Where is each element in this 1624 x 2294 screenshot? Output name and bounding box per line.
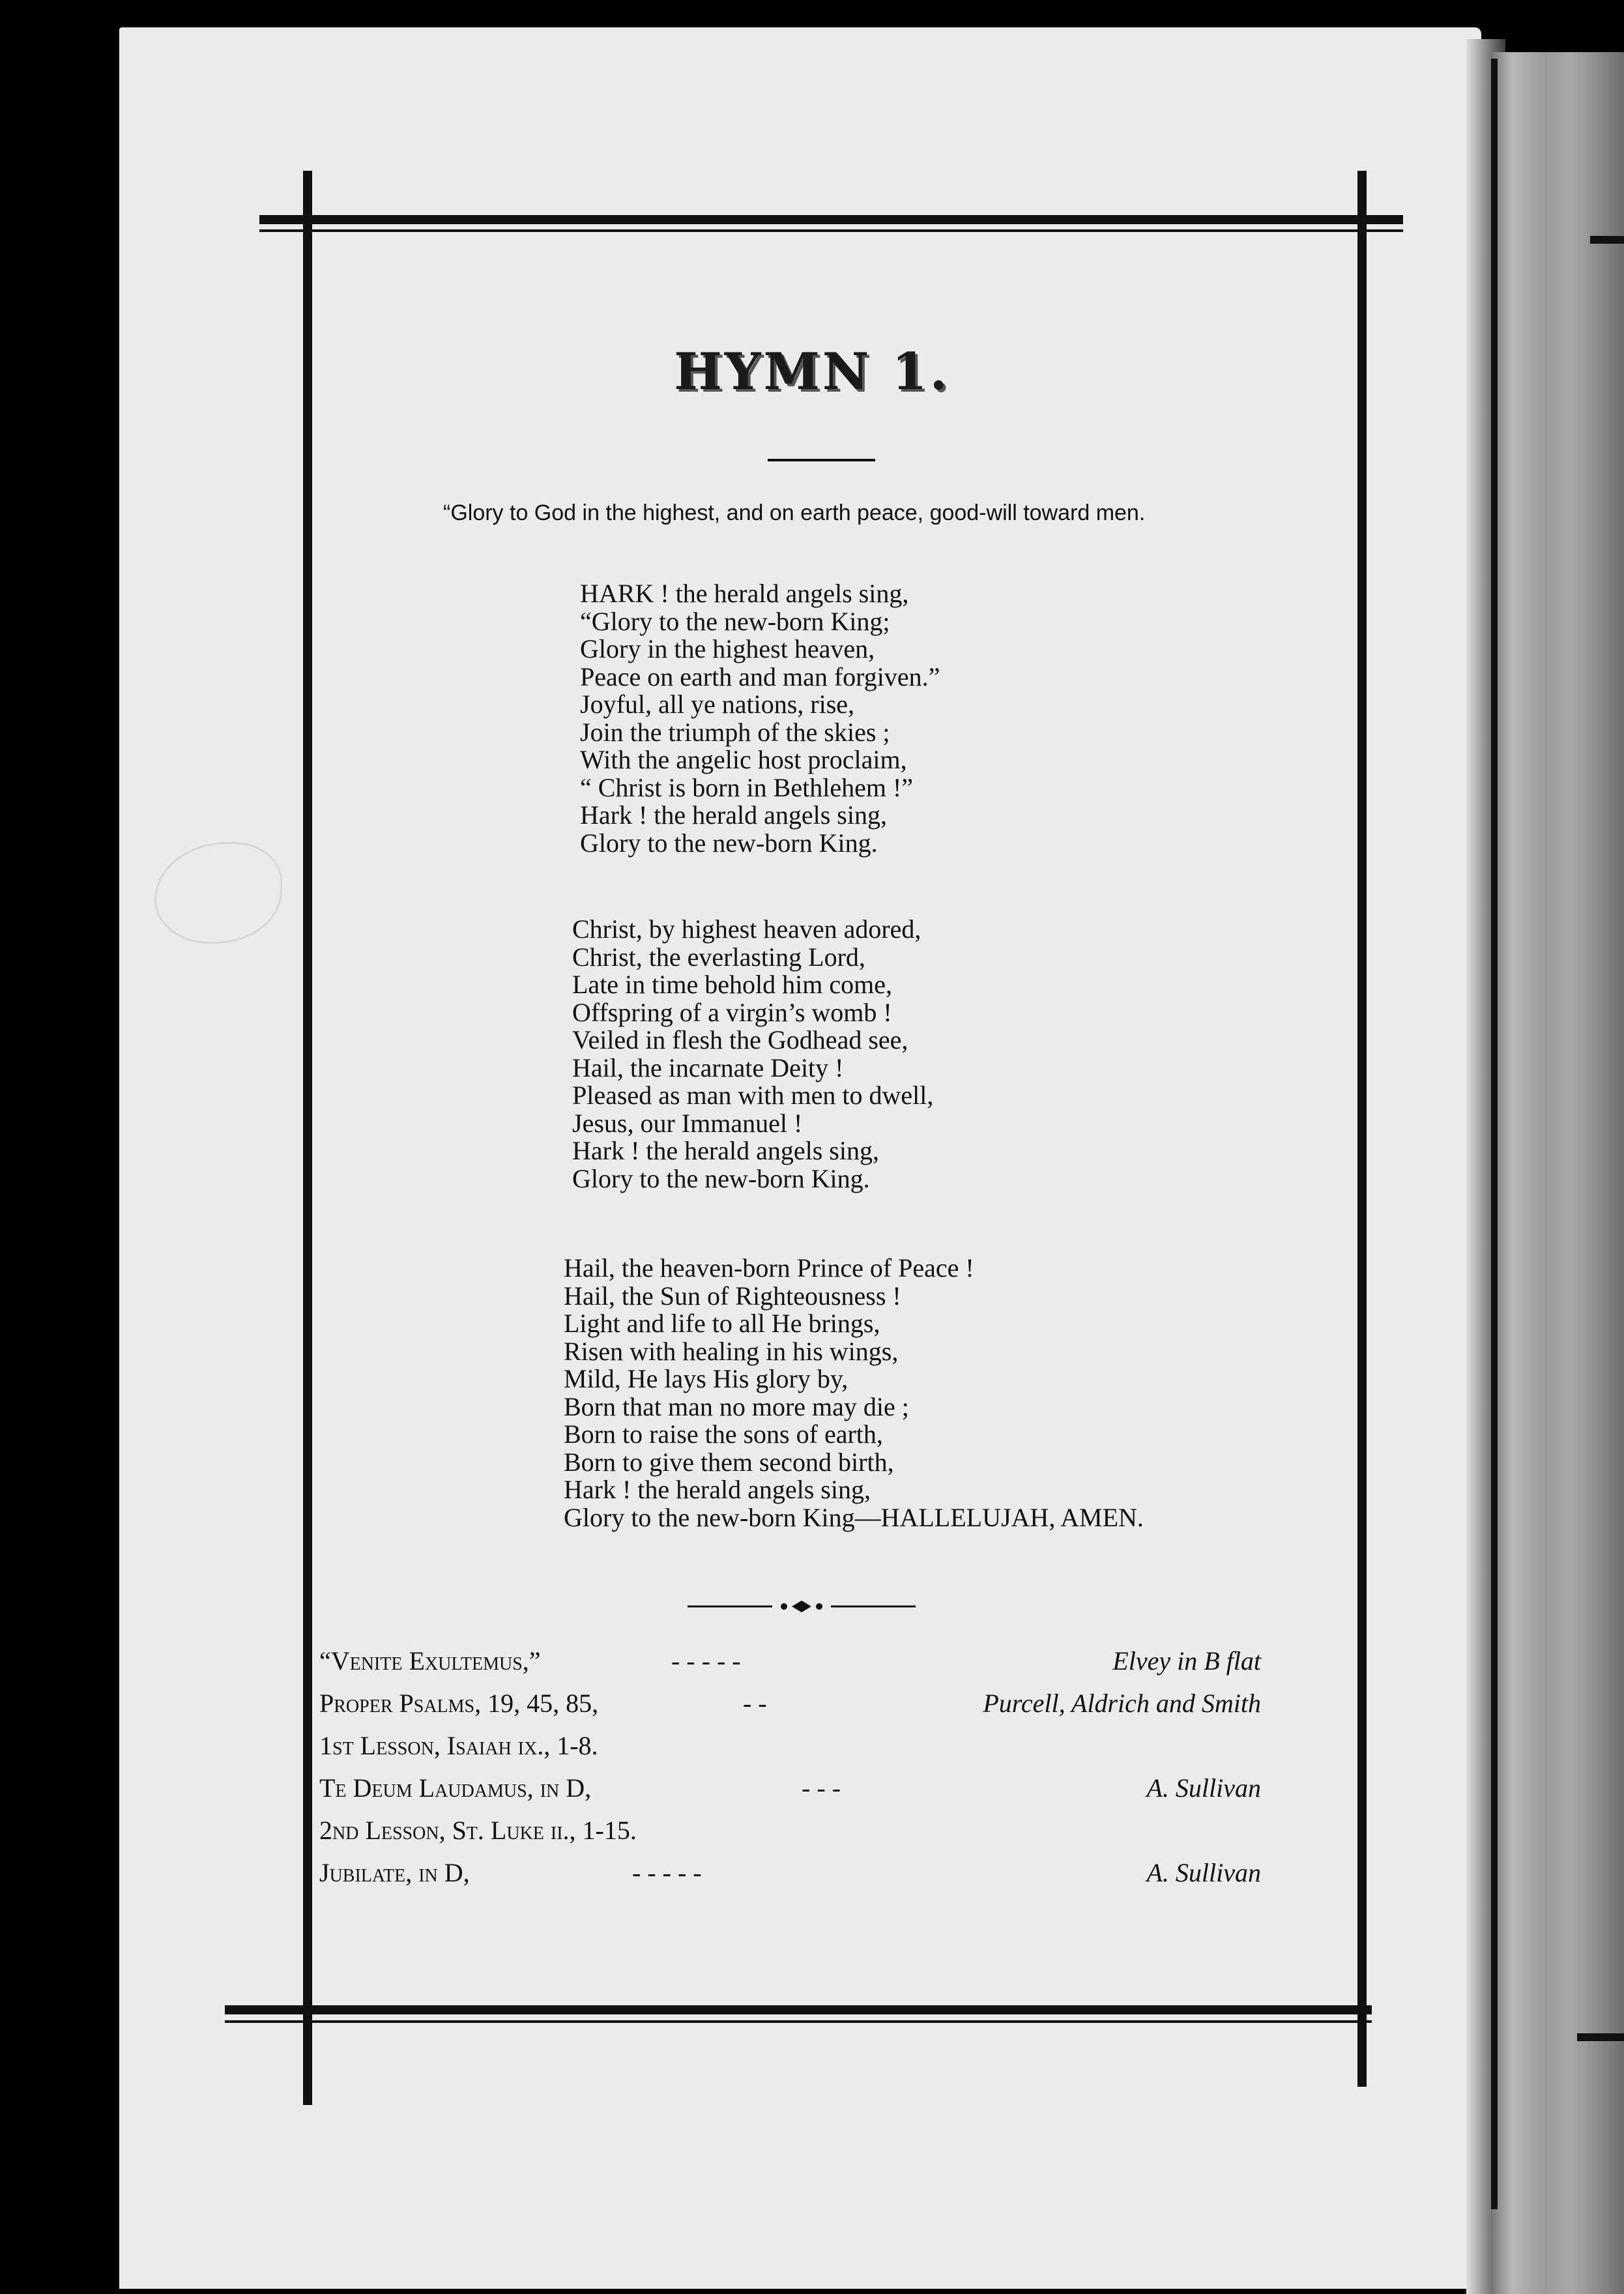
verse-line: Hail, the incarnate Deity ! (572, 1053, 844, 1082)
program-item: 1st Lesson, Isaiah ix., 1-8. (319, 1731, 598, 1760)
verse-line: Hail, the Sun of Righteousness ! (564, 1281, 901, 1311)
program-composer: A. Sullivan (1146, 1858, 1261, 1887)
leader-dashes: - - - (802, 1773, 841, 1803)
program-item: Te Deum Laudamus, in D, (319, 1773, 592, 1803)
stanza-3 (564, 1255, 1144, 1532)
program-composer: Elvey in B flat (1112, 1646, 1261, 1676)
verse-line: Glory in the highest heaven, (580, 634, 875, 663)
program-row (319, 1646, 1261, 1688)
verse-line: Peace on earth and man forgiven.” (580, 661, 940, 691)
verse-line: Jesus, our Immanuel ! (572, 1108, 803, 1138)
verse-line: Join the triumph of the skies ; (580, 717, 890, 747)
verse-line: Glory to the new-born King. (580, 828, 878, 858)
program-row (319, 1730, 1261, 1773)
verse-line: Mild, He lays His glory by, (564, 1364, 848, 1393)
stanza-1 (580, 580, 940, 857)
leader-dashes: - - - - - (632, 1858, 702, 1887)
verse-line: Christ, the everlasting Lord, (572, 942, 865, 972)
verse-line: Offspring of a virgin’s womb ! (572, 997, 892, 1027)
facing-page-top-rule (1590, 236, 1624, 244)
leader-dashes: - - - - - (671, 1646, 741, 1676)
program-item: 2nd Lesson, St. Luke ii., 1-15. (319, 1816, 637, 1845)
program-item: Proper Psalms, 19, 45, 85, (319, 1689, 599, 1718)
program-row (319, 1773, 1261, 1815)
border-bottom-rule (225, 2005, 1372, 2014)
stanza-2 (572, 916, 933, 1193)
verse-line: “Glory to the new-born King; (580, 606, 890, 636)
verse-line: Born to raise the sons of earth, (564, 1419, 883, 1449)
verse-line: “ Christ is born in Bethlehem !” (580, 772, 914, 802)
ornament-divider (688, 1597, 916, 1616)
program-composer: A. Sullivan (1146, 1773, 1261, 1803)
border-bottom-rule-inner (225, 2020, 1372, 2023)
verse-line: HARK ! the herald angels sing, (580, 579, 909, 608)
verse-line: Glory to the new-born King—HALLELUJAH, AMEN. (564, 1502, 1144, 1532)
program-composer: Purcell, Aldrich and Smith (983, 1689, 1261, 1718)
border-top-rule-inner (259, 229, 1403, 232)
verse-line: Glory to the new-born King. (572, 1163, 870, 1193)
service-program (319, 1646, 1261, 1900)
verse-line: Hark ! the herald angels sing, (580, 800, 887, 830)
verse-line: With the angelic host proclaim, (580, 745, 907, 774)
title-underline (768, 459, 875, 461)
border-left-rule (303, 171, 312, 2105)
verse-line: Pleased as man with men to dwell, (572, 1081, 934, 1110)
verse-line: Born to give them second birth, (564, 1447, 894, 1477)
leader-dashes: - - (743, 1689, 767, 1718)
verse-line: Christ, by highest heaven adored, (572, 914, 921, 944)
border-top-rule (259, 215, 1403, 224)
program-item: “Venite Exultemus,” (319, 1646, 541, 1676)
program-item: Jubilate, in D, (319, 1858, 470, 1887)
hymn-title: HYMN 1. (674, 342, 950, 401)
verse-line: Light and life to all He brings, (564, 1309, 880, 1338)
verse-line: Born that man no more may die ; (564, 1391, 909, 1421)
verse-line: Hark ! the herald angels sing, (572, 1136, 879, 1165)
verse-line: Risen with healing in his wings, (564, 1336, 899, 1366)
verse-line: Veiled in flesh the Godhead see, (572, 1025, 908, 1054)
verse-line: Joyful, all ye nations, rise, (580, 690, 855, 719)
facing-page-bottom-rule (1577, 2033, 1624, 2041)
verse-line: Hail, the heaven-born Prince of Peace ! (564, 1253, 974, 1283)
verse-line: Late in time behold him come, (572, 970, 892, 999)
program-row (319, 1815, 1261, 1857)
program-row (319, 1857, 1261, 1900)
epigraph: “Glory to God in the highest, and on earth peace, good-will toward men. (443, 501, 1146, 525)
program-row (319, 1688, 1261, 1730)
border-right-rule (1357, 171, 1367, 2087)
verse-line: Hark ! the herald angels sing, (564, 1475, 871, 1504)
